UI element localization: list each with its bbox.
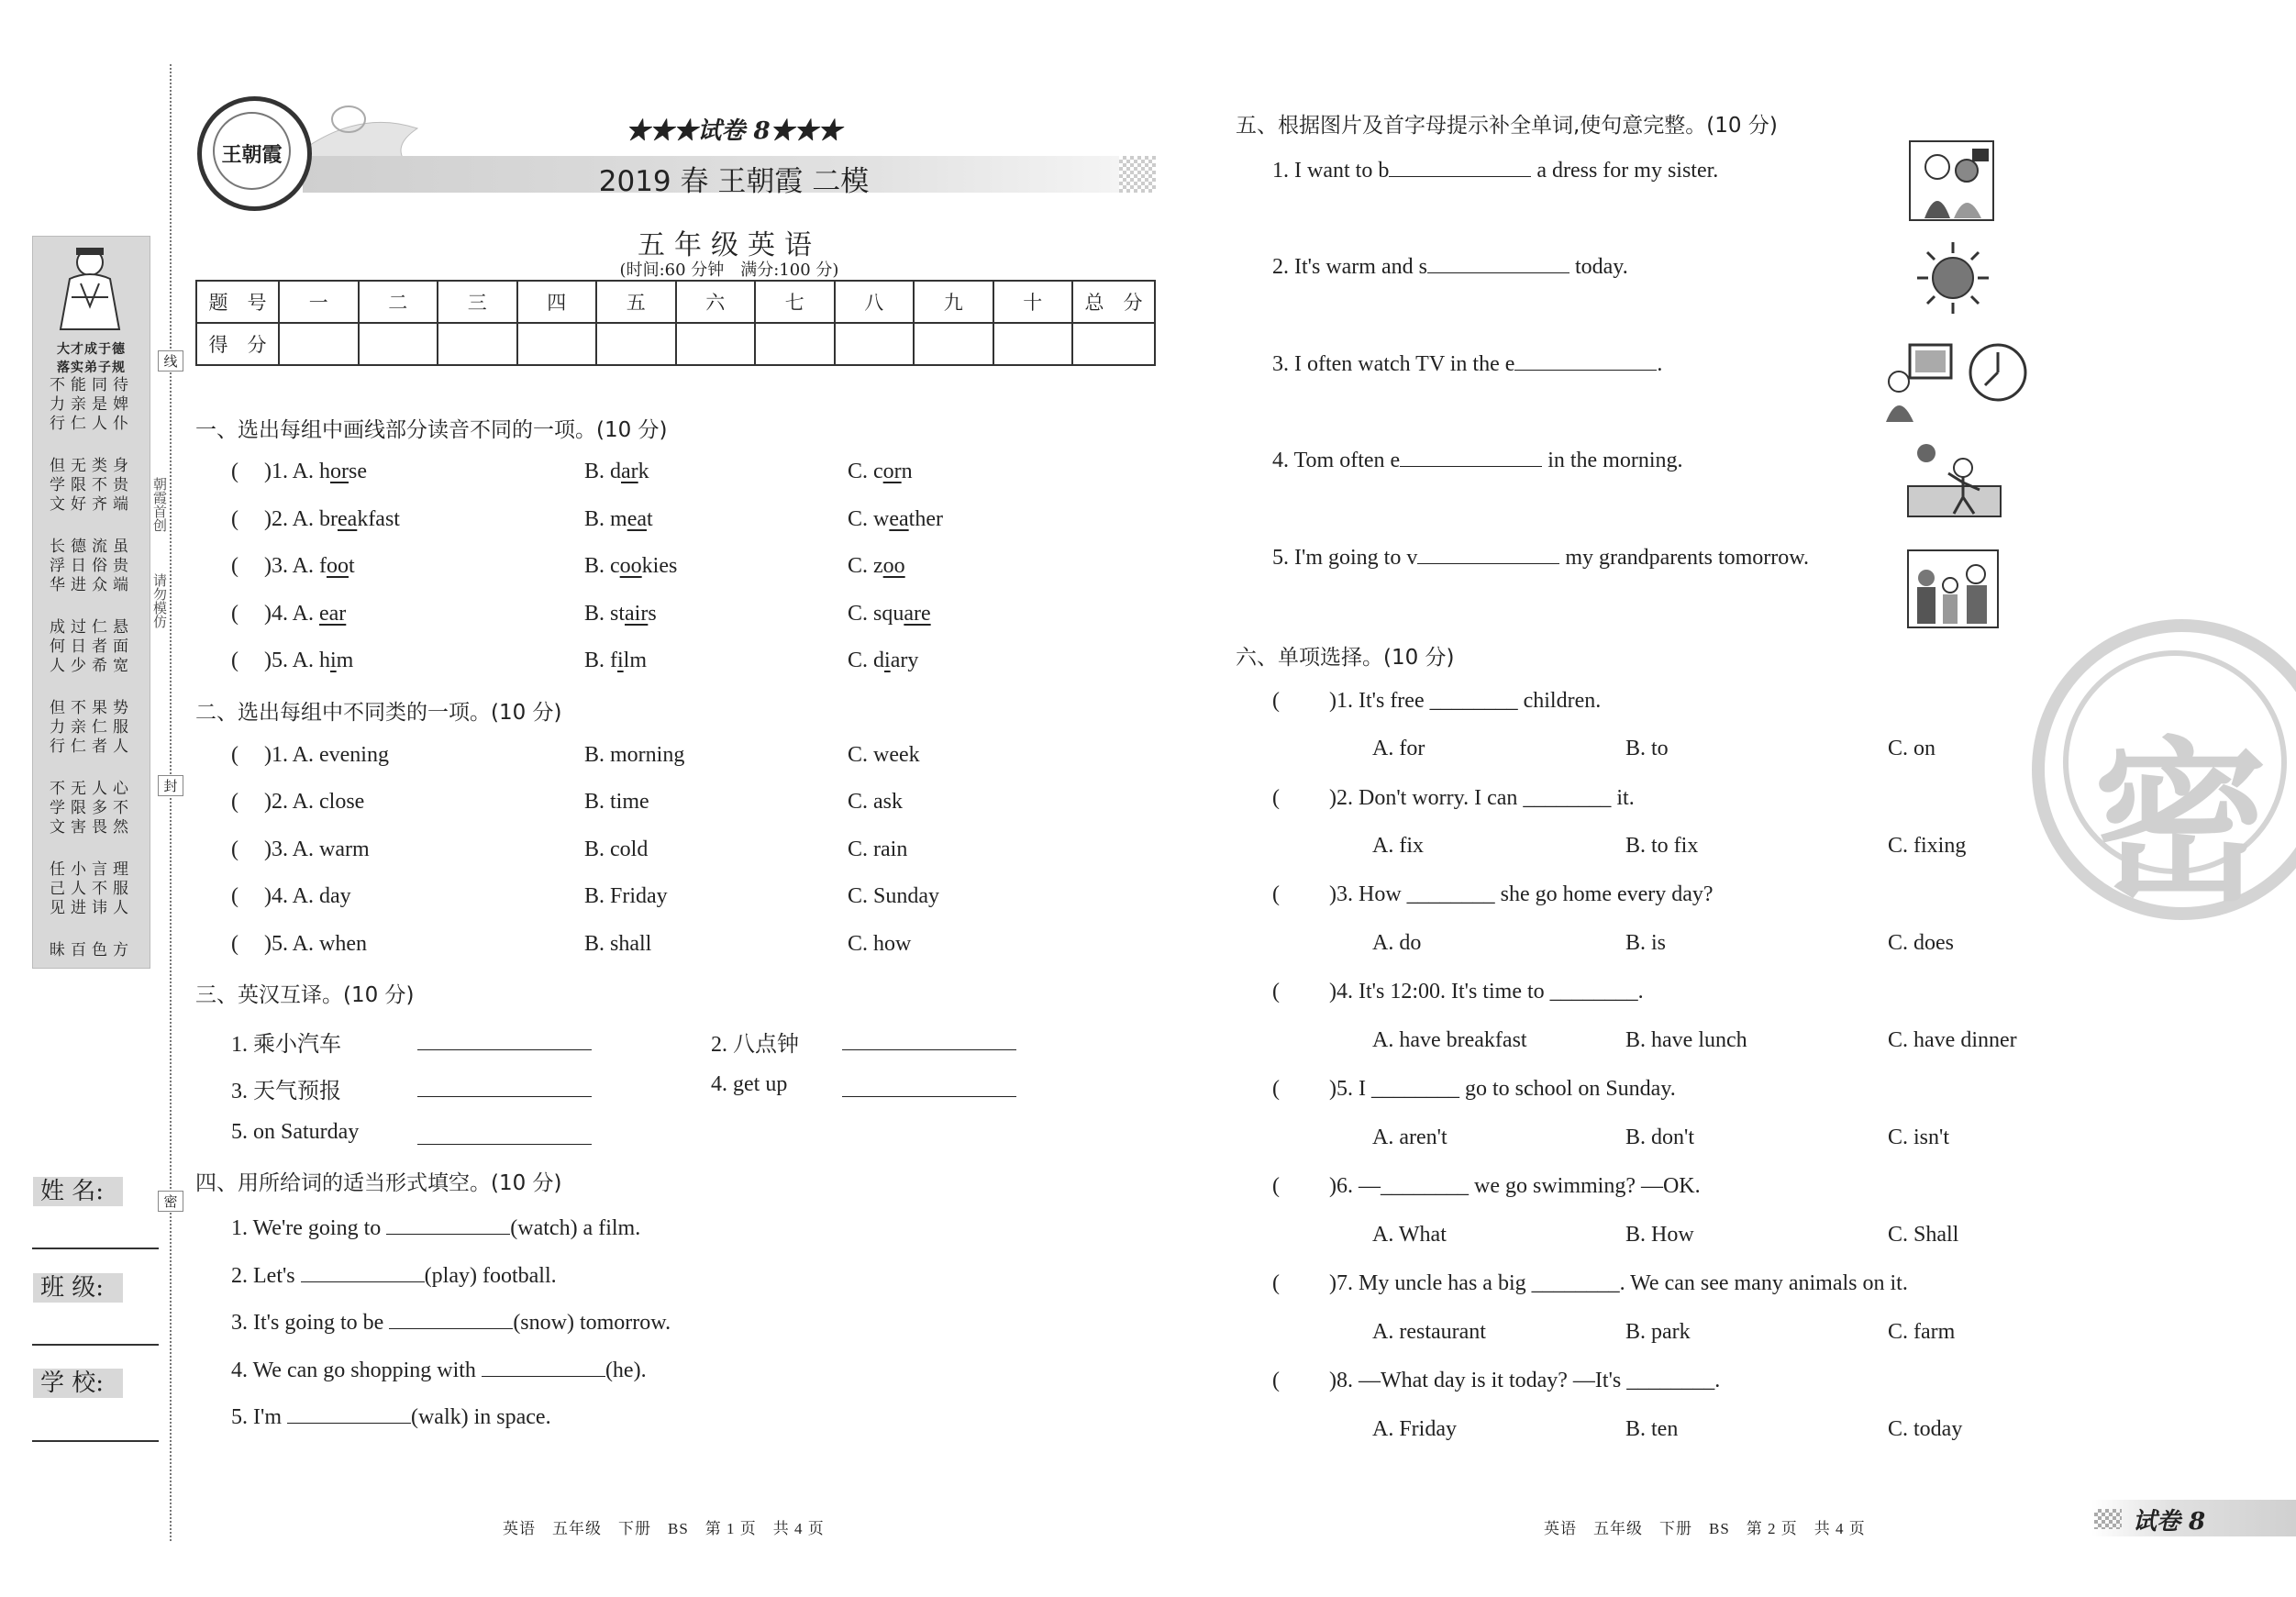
option-c: C. weather <box>848 507 943 531</box>
score-cell: 总 分 <box>1072 281 1155 323</box>
logo-text: 王朝霞 <box>221 143 283 167</box>
option-b: B. shall <box>584 932 652 956</box>
score-header-row <box>196 281 1155 323</box>
option-c: C. Sunday <box>848 884 940 908</box>
seal-mark-seal: 封 <box>158 775 183 796</box>
option-c: C. rain <box>848 837 908 861</box>
choice-question-4: ( )4. It's 12:00. It's time to ________. <box>1272 980 1644 1004</box>
name-field[interactable] <box>32 1248 159 1249</box>
confucius-figure-icon <box>44 242 136 334</box>
shopping-picture-icon <box>1908 139 1995 222</box>
translate-item-4: 4. get up <box>711 1072 788 1096</box>
exam-title: 2019 春 王朝霞 二模 <box>598 165 870 198</box>
question-2-2: ( )2. A. close <box>231 790 365 814</box>
choice-question-7: ( )7. My uncle has a big ________. We can see many animals on it. <box>1272 1271 1908 1295</box>
score-input[interactable] <box>596 323 676 365</box>
option-b: B. to <box>1625 737 1669 760</box>
option-c: C. diary <box>848 649 919 672</box>
paper-tag: ★★★试卷 8★★★ <box>626 117 842 145</box>
answer-blank[interactable] <box>1389 156 1531 177</box>
answer-blank[interactable] <box>417 1076 592 1097</box>
option-b: B. cookies <box>584 554 678 578</box>
question-2-3: ( )3. A. warm <box>231 837 370 861</box>
option-a: A. restaurant <box>1372 1320 1486 1344</box>
option-c: C. square <box>848 602 931 626</box>
section6-title: 六、单项选择。(10 分) <box>1236 646 1455 670</box>
name-label: 姓 名: <box>33 1177 123 1206</box>
page-footer-left: 英语 五年级 下册 BS 第 1 页 共 4 页 <box>503 1520 825 1537</box>
choice-question-1: ( )1. It's free ________ children. <box>1272 689 1602 713</box>
word-item-5: 5. I'm going to v my grandparents tomorrow. <box>1272 543 1809 571</box>
motto-block: 但无类身 学限不贵 文好齐端 <box>50 457 134 514</box>
tv-clock-picture-icon <box>1882 341 2029 424</box>
seal-mark-secret: 密 <box>158 1191 183 1212</box>
stamp-inner-ring <box>2063 650 2287 925</box>
seal-mark-line: 线 <box>158 350 183 372</box>
option-b: B. ten <box>1625 1417 1679 1441</box>
question-2-4: ( )4. A. day <box>231 884 351 908</box>
option-a: A. have breakfast <box>1372 1028 1527 1052</box>
option-a: A. do <box>1372 931 1422 955</box>
option-b: B. cold <box>584 837 649 861</box>
seal-dotted-line <box>170 64 172 1541</box>
question-1-3: ( )3. A. foot <box>231 554 355 578</box>
score-cell: 八 <box>835 281 915 323</box>
option-b: B. park <box>1625 1320 1691 1344</box>
fill-item-5: 5. I'm (walk) in space. <box>231 1403 551 1430</box>
answer-blank[interactable] <box>1514 349 1657 371</box>
motto-line-1: 大才成于德 <box>57 342 126 357</box>
score-input[interactable] <box>914 323 993 365</box>
choice-question-8: ( )8. —What day is it today? —It's ________. <box>1272 1369 1721 1392</box>
score-cell: 六 <box>676 281 756 323</box>
option-c: C. how <box>848 932 912 956</box>
score-input[interactable] <box>676 323 756 365</box>
option-b: B. to fix <box>1625 834 1699 858</box>
answer-blank[interactable] <box>386 1214 510 1235</box>
question-2-1: ( )1. A. evening <box>231 743 389 767</box>
question-1-1: ( )1. A. horse <box>231 460 367 483</box>
question-1-2: ( )2. A. breakfast <box>231 507 400 531</box>
fill-item-1: 1. We're going to (watch) a film. <box>231 1214 640 1241</box>
answer-blank[interactable] <box>417 1124 592 1145</box>
choice-question-6: ( )6. —________ we go swimming? —OK. <box>1272 1174 1701 1198</box>
score-table <box>195 280 1156 366</box>
logo-inner-ring <box>213 112 291 190</box>
option-c: C. corn <box>848 460 913 483</box>
translate-item-5: 5. on Saturday <box>231 1120 360 1144</box>
score-cell: 十 <box>993 281 1073 323</box>
score-cell: 题 号 <box>196 281 279 323</box>
motto-block: 不无人心 学限多不 文害畏然 <box>50 780 134 837</box>
option-b: B. stairs <box>584 602 657 626</box>
question-1-5: ( )5. A. him <box>231 649 354 672</box>
option-c: C. Shall <box>1888 1223 1959 1247</box>
logo <box>197 96 312 211</box>
score-input[interactable] <box>1072 323 1155 365</box>
motto-line-2: 落实弟子规 <box>57 360 126 375</box>
score-input[interactable] <box>993 323 1073 365</box>
option-c: C. does <box>1888 931 1954 955</box>
page-footer-right: 英语 五年级 下册 BS 第 2 页 共 4 页 <box>1544 1520 1866 1537</box>
option-b: B. film <box>584 649 648 672</box>
corner-paper-tag: 试卷 8 <box>2133 1508 2206 1536</box>
section2-title: 二、选出每组中不同类的一项。(10 分) <box>195 701 562 725</box>
vertical-note: 请勿模仿 <box>151 573 168 628</box>
score-cell: 三 <box>438 281 517 323</box>
score-cell: 五 <box>596 281 676 323</box>
score-value-row <box>196 323 1155 365</box>
option-b: B. meat <box>584 507 653 531</box>
option-a: A. fix <box>1372 834 1424 858</box>
word-item-3: 3. I often watch TV in the e . <box>1272 349 1662 377</box>
option-b: B. Friday <box>584 884 668 908</box>
option-b: B. have lunch <box>1625 1028 1747 1052</box>
option-a: A. aren't <box>1372 1126 1447 1149</box>
section5-title: 五、根据图片及首字母提示补全单词,使句意完整。(10 分) <box>1236 114 1778 138</box>
option-b: B. How <box>1625 1223 1694 1247</box>
option-c: C. isn't <box>1888 1126 1950 1149</box>
score-input[interactable] <box>359 323 438 365</box>
translate-item-3: 3. 天气预报 <box>231 1080 341 1103</box>
score-cell: 九 <box>914 281 993 323</box>
option-b: B. is <box>1625 931 1667 955</box>
word-item-1: 1. I want to b a dress for my sister. <box>1272 156 1718 183</box>
motto-panel <box>32 236 150 969</box>
option-c: C. zoo <box>848 554 905 578</box>
question-1-4: ( )4. A. ear <box>231 602 347 626</box>
option-a: A. for <box>1372 737 1425 760</box>
section3-title: 三、英汉互译。(10 分) <box>195 983 415 1007</box>
fill-item-4: 4. We can go shopping with (he). <box>231 1356 647 1383</box>
score-input[interactable] <box>835 323 915 365</box>
choice-question-2: ( )2. Don't worry. I can ________ it. <box>1272 786 1635 810</box>
option-c: C. farm <box>1888 1320 1956 1344</box>
motto-block: 昧百色方 <box>50 941 134 959</box>
section1-title: 一、选出每组中画线部分读音不同的一项。(10 分) <box>195 418 668 442</box>
school-label: 学 校: <box>33 1369 123 1398</box>
sun-picture-icon <box>1915 240 1991 316</box>
option-c: C. on <box>1888 737 1936 760</box>
translate-item-2: 2. 八点钟 <box>711 1033 799 1057</box>
answer-blank[interactable] <box>1400 446 1542 467</box>
score-cell: 一 <box>279 281 359 323</box>
section4-title: 四、用所给词的适当形式填空。(10 分) <box>195 1171 562 1195</box>
score-label: 得 分 <box>196 323 279 365</box>
subject-title: 五年级英语 <box>638 229 821 261</box>
score-input[interactable] <box>517 323 597 365</box>
motto-block: 但不果势 力亲仁服 行仁者人 <box>50 699 134 756</box>
choice-question-5: ( )5. I ________ go to school on Sunday. <box>1272 1077 1676 1101</box>
answer-blank[interactable] <box>842 1076 1016 1097</box>
score-cell: 七 <box>755 281 835 323</box>
class-field[interactable] <box>32 1344 159 1346</box>
score-input[interactable] <box>438 323 517 365</box>
option-b: B. morning <box>584 743 685 767</box>
translate-item-1: 1. 乘小汽车 <box>231 1033 341 1057</box>
word-item-4: 4. Tom often e in the morning. <box>1272 446 1683 473</box>
answer-blank[interactable] <box>287 1403 411 1424</box>
option-c: C. today <box>1888 1417 1963 1441</box>
answer-blank[interactable] <box>482 1356 605 1377</box>
option-a: A. What <box>1372 1223 1447 1247</box>
answer-blank[interactable] <box>389 1308 513 1329</box>
answer-blank[interactable] <box>1427 252 1569 273</box>
question-2-5: ( )5. A. when <box>231 932 367 956</box>
option-a: A. Friday <box>1372 1417 1457 1441</box>
score-cell: 二 <box>359 281 438 323</box>
corner-checker <box>2094 1509 2122 1529</box>
answer-blank[interactable] <box>301 1261 425 1282</box>
motto-block: 任小言理 己人不服 见进讳人 <box>50 860 134 917</box>
option-c: C. ask <box>848 790 903 814</box>
choice-question-3: ( )3. How ________ she go home every day? <box>1272 882 1714 906</box>
option-b: B. don't <box>1625 1126 1694 1149</box>
exercise-picture-icon <box>1906 440 2002 518</box>
fill-item-3: 3. It's going to be (snow) tomorrow. <box>231 1308 671 1336</box>
fill-item-2: 2. Let's (play) football. <box>231 1261 557 1289</box>
motto-block: 成过仁悬 何日者面 人少希宽 <box>50 618 134 675</box>
checker-pattern <box>1119 156 1156 193</box>
score-input[interactable] <box>755 323 835 365</box>
time-info: (时间:60 分钟 满分:100 分) <box>619 261 839 280</box>
option-c: C. week <box>848 743 920 767</box>
motto-block: 长德流虽 浮日俗贵 华进众端 <box>50 538 134 594</box>
answer-blank[interactable] <box>842 1029 1016 1050</box>
option-c: C. fixing <box>1888 834 1967 858</box>
option-b: B. time <box>584 790 649 814</box>
family-picture-icon <box>1906 549 2000 629</box>
option-b: B. dark <box>584 460 649 483</box>
motto-block: 不能同待 力亲是婢 行仁人仆 <box>50 376 134 433</box>
score-cell: 四 <box>517 281 597 323</box>
vertical-note: 朝霞首创 <box>151 477 168 532</box>
option-c: C. have dinner <box>1888 1028 2017 1052</box>
secret-stamp-icon <box>2032 619 2296 925</box>
school-field[interactable] <box>32 1440 159 1442</box>
stamp-char: 密 <box>2092 722 2268 925</box>
class-label: 班 级: <box>33 1273 123 1303</box>
answer-blank[interactable] <box>1417 543 1559 564</box>
score-input[interactable] <box>279 323 359 365</box>
word-item-2: 2. It's warm and s today. <box>1272 252 1628 280</box>
answer-blank[interactable] <box>417 1029 592 1050</box>
